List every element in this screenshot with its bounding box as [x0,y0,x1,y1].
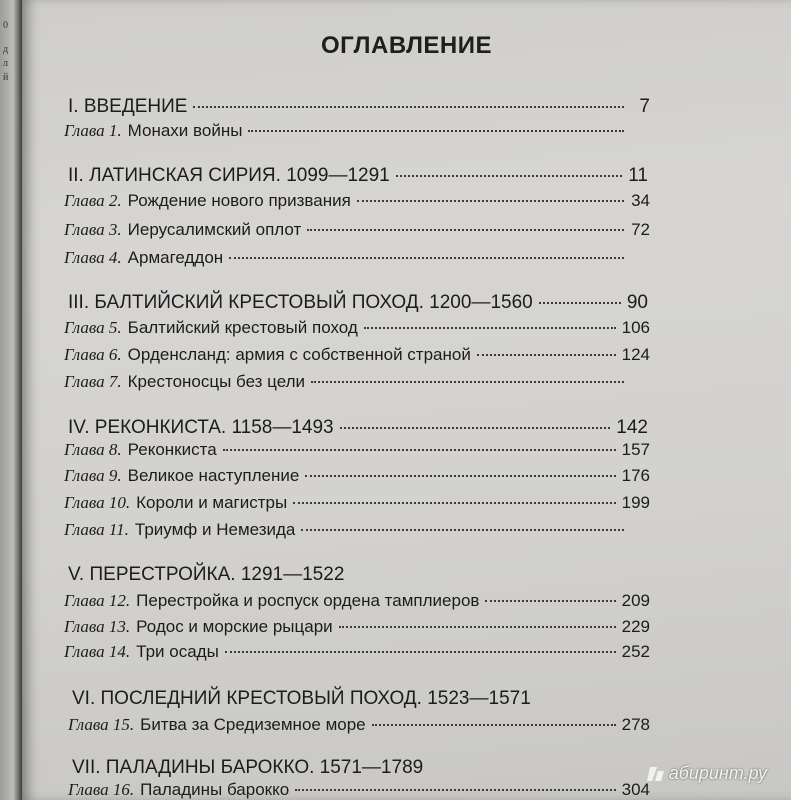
toc-section-2[interactable] [68,165,648,187]
chapter-label: Глава 12. [64,591,131,610]
chapter-title: Рождение нового призвания [127,191,351,210]
chapter-title: Иерусалимский оплот [127,220,302,239]
chapter-label: Глава 10. [64,493,131,512]
chapter-title: Армагеддон [127,248,224,267]
chapter-label: Глава 3. [64,220,122,239]
leader-dots [305,475,615,477]
chapter-title: Балтийский крестовый поход [127,318,358,337]
section-title: VI. ПОСЛЕДНИЙ КРЕСТОВЫЙ ПОХОД. 1523—1571 [72,688,531,709]
toc-chapter-10[interactable] [64,493,650,513]
page-number: 278 [621,715,650,734]
toc-chapter-12[interactable] [64,591,650,611]
page-number: 199 [621,493,650,512]
toc-chapter-14[interactable] [64,642,650,662]
page-number: 304 [621,780,650,799]
toc-chapter-7[interactable] [64,372,650,392]
chapter-label: Глава 8. [64,440,122,459]
toc-section-1[interactable] [68,96,650,118]
left-page-glyph: д [3,44,9,55]
chapter-title: Перестройка и роспуск ордена тамплиеров [136,591,480,610]
page-number: 157 [621,440,650,459]
leader-dots [339,626,616,628]
left-page-glyph: л [3,58,8,69]
labirint-logo-icon [647,765,665,783]
chapter-title: Короли и магистры [136,493,288,512]
section-title: III. БАЛТИЙСКИЙ КРЕСТОВЫЙ ПОХОД. 1200—1560 [68,292,533,313]
toc-chapter-1[interactable] [64,121,650,141]
chapter-label: Глава 2. [64,191,122,210]
toc-section-7[interactable] [72,757,648,779]
page-number: 176 [621,466,650,485]
chapter-title: Орденсланд: армия с собственной страной [127,345,471,364]
section-title: V. ПЕРЕСТРОЙКА. 1291—1522 [68,564,345,585]
leader-dots [372,724,616,726]
leader-dots [193,106,624,108]
leader-dots [477,354,616,356]
page-number: 11 [628,165,648,186]
chapter-title: Великое наступление [127,466,300,485]
page-number: 209 [621,591,650,610]
page-number: 142 [616,417,648,438]
page-number: 124 [621,345,650,364]
adjacent-page-edge [0,0,22,800]
left-page-glyph: й [3,72,9,83]
leader-dots [357,200,624,202]
leader-dots [295,789,615,791]
section-title: I. ВВЕДЕНИЕ [68,96,188,117]
leader-dots [485,600,615,602]
section-title: VII. ПАЛАДИНЫ БАРОККО. 1571—1789 [72,757,424,778]
page-number: 229 [621,617,650,636]
section-title: II. ЛАТИНСКАЯ СИРИЯ. 1099—1291 [68,165,390,186]
toc-chapter-2[interactable] [64,191,650,211]
toc-chapter-5[interactable] [64,318,650,338]
page-number: 7 [639,96,650,117]
chapter-label: Глава 14. [64,642,131,661]
chapter-label: Глава 5. [64,318,122,337]
leader-dots [225,651,616,653]
page-number: 106 [621,318,650,337]
toc-chapter-4[interactable] [64,248,650,268]
toc-section-4[interactable] [68,417,648,439]
chapter-label: Глава 4. [64,248,122,267]
leader-dots [301,529,624,531]
chapter-label: Глава 1. [64,121,122,140]
page-number: 252 [621,642,650,661]
chapter-title: Реконкиста [127,440,217,459]
section-title: IV. РЕКОНКИСТА. 1158—1493 [68,417,334,438]
watermark [647,763,767,784]
left-page-glyph: 0 [3,20,8,31]
toc-chapter-16[interactable] [68,780,650,800]
chapter-label: Глава 16. [68,780,135,799]
leader-dots [364,327,616,329]
chapter-label: Глава 15. [68,715,135,734]
toc-chapter-3[interactable] [64,220,650,240]
chapter-title: Монахи войны [127,121,243,140]
chapter-label: Глава 9. [64,466,122,485]
toc-chapter-15[interactable] [68,715,650,735]
page-number: 34 [631,191,650,210]
chapter-label: Глава 11. [64,520,129,539]
page-number: 72 [631,220,650,239]
leader-dots [248,130,624,132]
chapter-label: Глава 6. [64,345,122,364]
leader-dots [396,175,622,177]
toc-chapter-8[interactable] [64,440,650,460]
toc-chapter-9[interactable] [64,466,650,486]
toc-chapter-13[interactable] [64,617,650,637]
toc-chapter-11[interactable] [64,520,650,540]
toc-section-6[interactable] [72,688,648,710]
chapter-label: Глава 13. [64,617,131,636]
page-number: 90 [626,292,648,313]
leader-dots [311,381,624,383]
page-title: ОГЛАВЛЕНИЕ [320,32,493,59]
leader-dots [293,502,615,504]
toc-chapter-6[interactable] [64,345,650,365]
toc-section-5[interactable] [68,564,648,586]
chapter-title: Триумф и Немезида [134,520,296,539]
leader-dots [340,427,611,429]
toc-section-3[interactable] [68,292,648,314]
watermark-text: абиринт.ру [668,763,767,783]
chapter-title: Три осады [136,642,219,661]
leader-dots [539,302,621,304]
book-page [22,0,791,800]
chapter-title: Крестоносцы без цели [127,372,306,391]
leader-dots [223,449,616,451]
leader-dots [307,229,624,231]
chapter-label: Глава 7. [64,372,122,391]
chapter-title: Паладины барокко [140,780,290,799]
chapter-title: Родос и морские рыцари [136,617,333,636]
chapter-title: Битва за Средиземное море [140,715,366,734]
leader-dots [229,257,624,259]
